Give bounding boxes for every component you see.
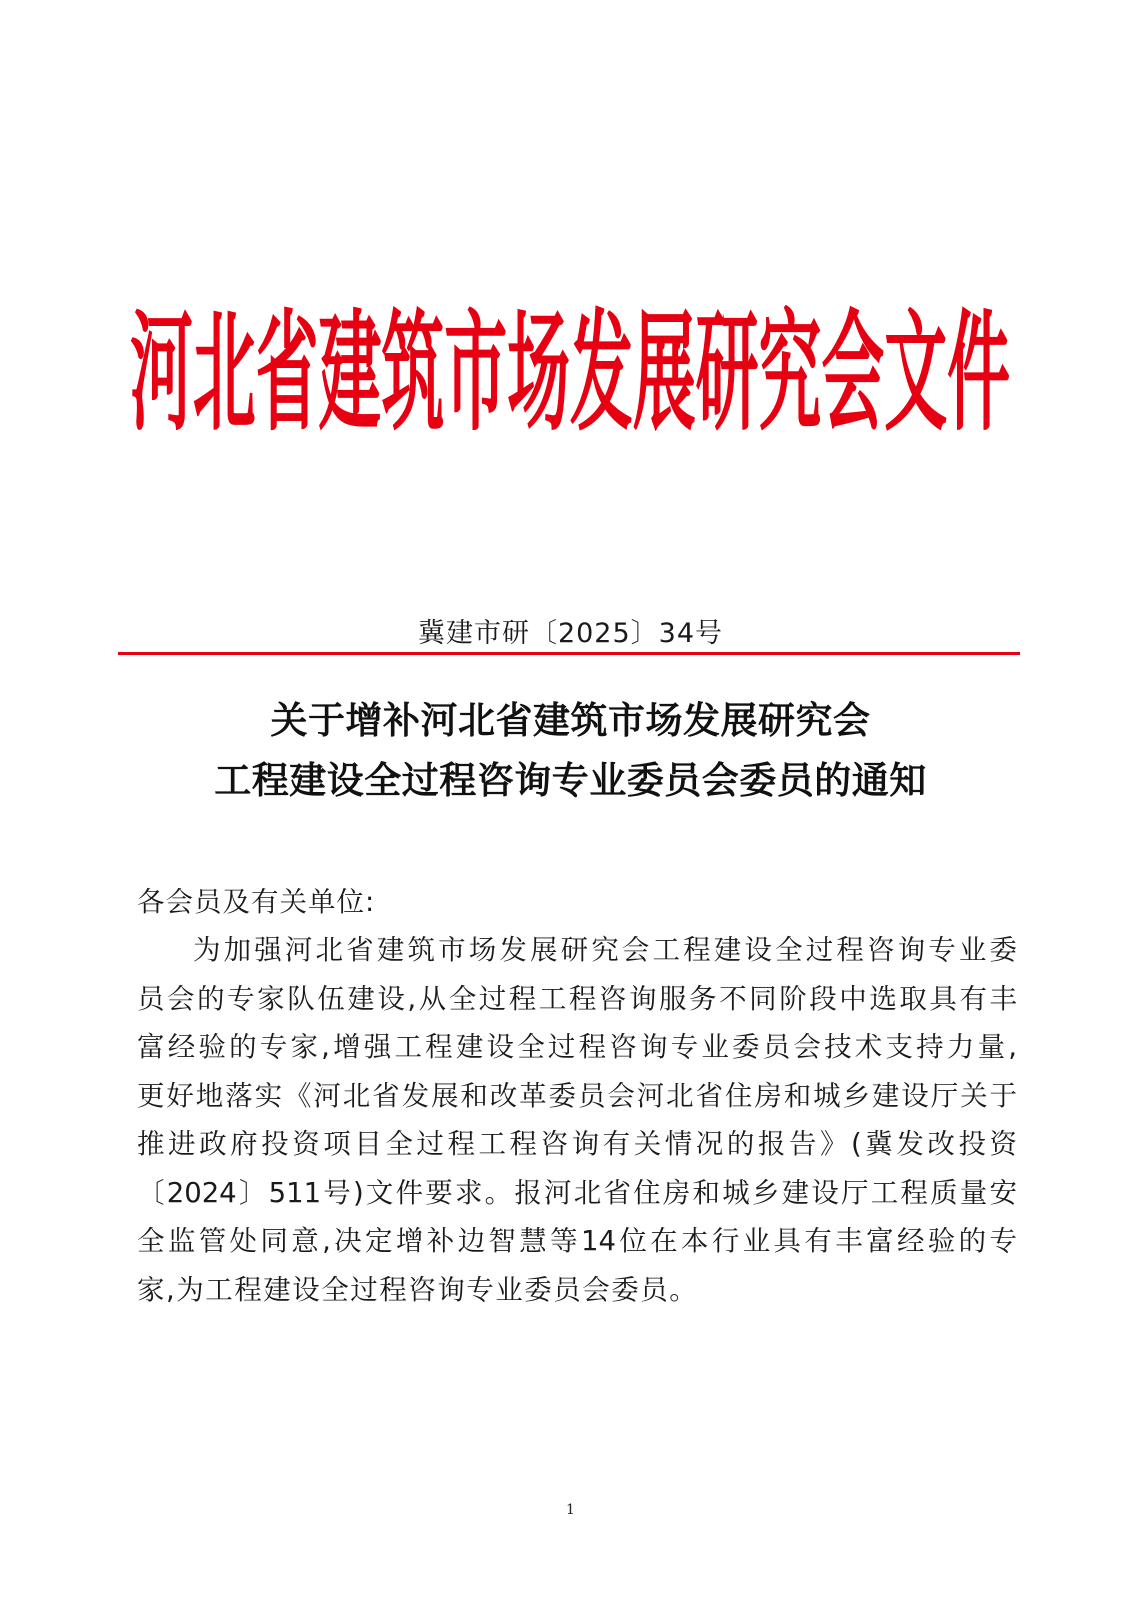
page-number: 1 — [566, 1502, 575, 1518]
paragraph-line: 富经验的专家,增强工程建设全过程咨询专业委员会技术支持力量, — [137, 1031, 1017, 1063]
red-divider-rule — [118, 652, 1020, 655]
paragraph-line: 员会的专家队伍建设,从全过程工程咨询服务不同阶段中选取具有丰 — [137, 982, 1017, 1015]
masthead-graphic — [120, 300, 1020, 470]
paragraph-line: 全监管处同意,决定增补边智慧等14位在本行业具有丰富经验的专 — [137, 1225, 1017, 1257]
document-number: 冀建市研〔2025〕34号 — [417, 618, 724, 649]
paragraph-line: 家,为工程建设全过程咨询专业委员会委员。 — [137, 1273, 699, 1306]
masthead-title: 河北省建筑市场发展研究会文件 — [130, 300, 1011, 449]
masthead — [120, 300, 1020, 470]
salutation: 各会员及有关单位: — [137, 886, 376, 918]
document-title-line-1: 关于增补河北省建筑市场发展研究会 — [270, 698, 871, 742]
document-title — [0, 690, 1141, 810]
paragraph-line: 更好地落实《河北省发展和改革委员会河北省住房和城乡建设厅关于 — [137, 1079, 1017, 1112]
paragraph-line: 〔2024〕511号)文件要求。报河北省住房和城乡建设厅工程质量安 — [137, 1176, 1017, 1209]
paragraph-line: 为加强河北省建筑市场发展研究会工程建设全过程咨询专业委 — [193, 934, 1017, 966]
document-body — [137, 878, 1017, 1314]
paragraph-line: 推进政府投资项目全过程工程咨询有关情况的报告》(冀发改投资 — [137, 1128, 1017, 1160]
body-paragraph — [137, 926, 1017, 1314]
document-title-line-2: 工程建设全过程咨询专业委员会委员的通知 — [214, 758, 927, 802]
